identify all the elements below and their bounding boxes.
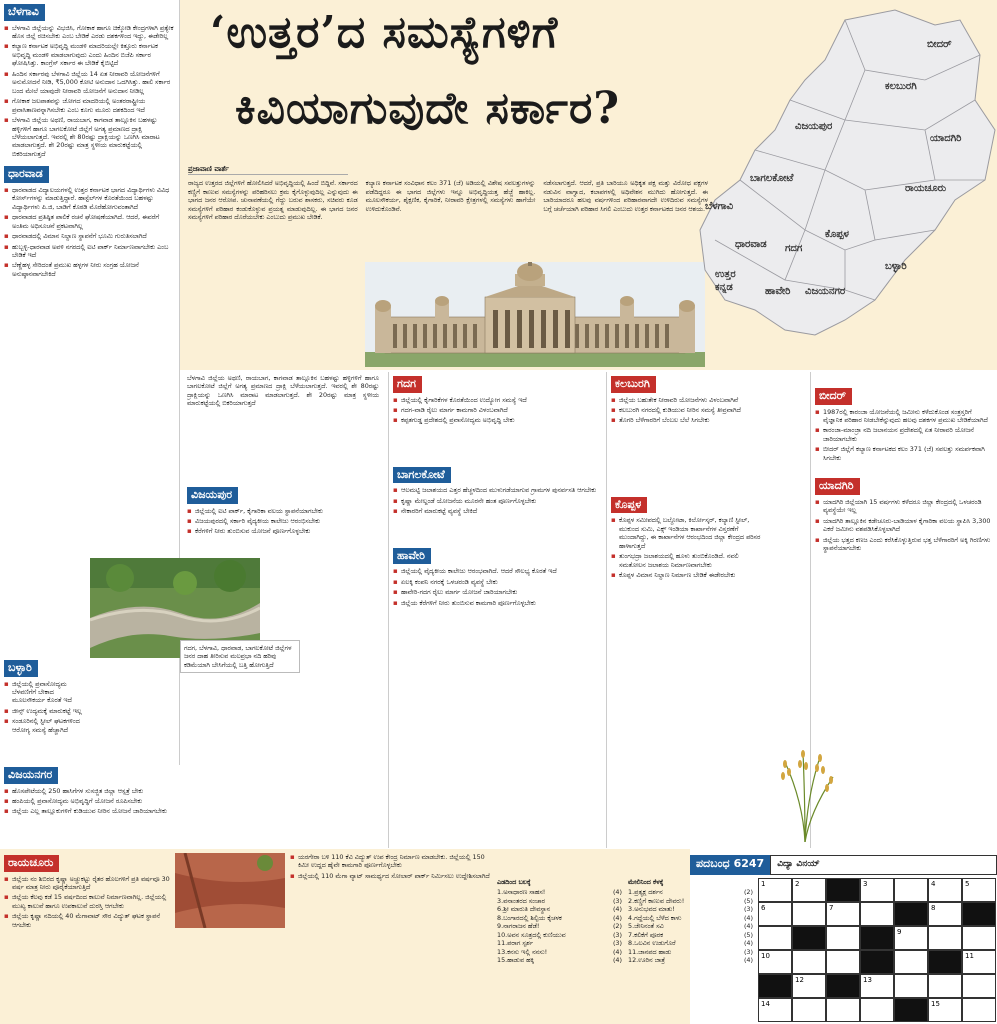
clue-item: 6.ಶ್ರೀ ಮಾರುತಿ ದೇವಸ್ಥಾನ (4) [497, 905, 622, 914]
crossword-cell-number: 2 [795, 880, 800, 888]
list-item: ▪ ಕೊಪ್ಪಳ ವಿಮಾನ ನಿಲ್ದಾಣ ನಿರ್ಮಾಣ ಬೇಡಿಕೆ ಈಡೇರಬೇಕು [611, 571, 761, 579]
map-label-gadag: ಗದಗ [785, 243, 803, 254]
crossword-cell[interactable] [963, 975, 996, 998]
list-item: ▪ 1987ರಲ್ಲಿ ಕಾರಂಜಾ ಯೋಜನೆಯಲ್ಲಿ ಜಮೀನು ಕಳೆದುಕೊಂಡ ಸಂತ್ರಸ್ತರಿಗೆ ವೈಜ್ಞಾನಿಕ ಪರಿಹಾರ ನೀಡಬೇಕೆನ್ನುವುದು ಹಲವು ದಶಕಗಳ ಪ್ರಮುಖ ಬೇಡಿಕೆಯಾಗಿದೆ [815, 408, 993, 425]
clue-item: 8.ಒಲವಿನ ಉಡುಗೊರೆ (4) [628, 939, 753, 948]
kalaburagi-list [611, 396, 802, 425]
bidar-list [815, 408, 993, 463]
crossword-grid[interactable] [758, 878, 996, 1022]
belagavi-continued: ಬೆಳಗಾವಿ ಜಿಲ್ಲೆಯ ಅಥಣಿ, ರಾಯಬಾಗ, ಕಾಗವಾಡ ತಾಲ್ಲೂಕಿನ ಬಹಳಷ್ಟು ಹಳ್ಳಿಗಳಿಗೆ ಹಾಗೂ ಬಾಗಲಕೋಟೆ ಜಿಲ್ಲೆಗೆ ಅಗತ್ಯ ಪ್ರಮಾಣದ ದ್ರಾಕ್ಷಿ ಬೆಳೆಯಲಾಗುತ್ತದೆ. ಇವರಲ್ಲಿ ಶೇ 80ರಷ್ಟು ದ್ರಾಕ್ಷಿಯನ್ನು ಒಣಗಿಸಿ ಮಾರಾಟ ಮಾಡಲಾಗುತ್ತದೆ. ಶೇ 20ರಷ್ಟು ಮಾತ್ರ ಸ್ಥಳೀಯ ಮಾರುಕಟ್ಟೆಯಲ್ಲಿ ಬಿಕರಿಯಾಗುತ್ತದೆ [187, 374, 379, 408]
list-item: ▪ ಜೀನ್ಸ್ ಉದ್ಯಮಕ್ಕೆ ಮಾರುಕಟ್ಟೆ ಇಲ್ಲ [4, 707, 88, 715]
bagalkote-list [393, 486, 599, 515]
section-title-kalaburagi: ಕಲಬುರಗಿ [611, 376, 656, 393]
clue-item: 11.ಜಾನಪದ ಹಾಡು (3) [628, 947, 753, 956]
list-item: ▪ ಜಿಲ್ಲೆಯ ಕೆಲವು ಕಡೆ 15 ವರ್ಷದಿಂದ ಕಾಲುವೆ ನಿರ್ಮಾಣವಾಗಿಲ್ಲ. ಜಿಲ್ಲೆಯಲ್ಲಿ ಮುಖ್ಯ ಕಾಲುವೆ ಹಾಗೂ ಉಪಕಾಲುವೆ ದುರಸ್ತಿ ಆಗಬೇಕು [4, 893, 172, 910]
clue-item: 13.ಕನಸು ಇಲ್ಲಿ ನನಸು! (4) [497, 947, 622, 956]
crossword-cell[interactable] [827, 951, 860, 974]
list-item: ▪ ಕೃಷ್ಣಾ ಮೇಲ್ದಂಡೆ ಯೋಜನೆಯ ಮೂರನೇ ಹಂತ ಪೂರ್ಣಗೊಳ್ಳಬೇಕು [393, 497, 599, 505]
list-item: ▪ ಹಂಪಿಯಲ್ಲಿ ಪ್ರವಾಸೋದ್ಯಮ ಅಭಿವೃದ್ಧಿಗೆ ಯೋಜನೆ ರೂಪಿಸಬೇಕು [4, 797, 176, 805]
crossword-cell[interactable] [793, 903, 826, 926]
crossword-cell-number: 12 [795, 976, 804, 984]
down-title: ಮೇಲಿನಿಂದ ಕೆಳಕ್ಕೆ [628, 878, 664, 886]
map-label-yadgir: ಯಾದಗಿರಿ [930, 133, 962, 144]
list-item: ▪ ಧಾರವಾಡದ ಪ್ರತಿಷ್ಠಿತ ಪಾಲಿಕೆ ರಚನೆ ಘೋಷಣೆಯಾಗಿದೆ. ಆದರೆ, ಈವರೆಗೆ ಅಂತಿಮ ಅಧಿಸೂಚನೆ ಪ್ರಕಟವಾಗಿಲ್ಲ [4, 213, 175, 230]
karnataka-north-map [695, 0, 997, 370]
section-title-gadag: ಗದಗ [393, 376, 422, 393]
list-item: ▪ ಜಿಲ್ಲೆಯಲ್ಲಿ ವೈದ್ಯಕೀಯ ಕಾಲೇಜು ಆರಂಭವಾಗಿದೆ. ಆದರೆ ಸೌಲಭ್ಯ ಕೊರತೆ ಇದೆ [393, 567, 599, 575]
section-title-raichur: ರಾಯಚೂರು [4, 855, 59, 872]
map-label-haveri: ಹಾವೇರಿ [765, 286, 791, 297]
list-item: ▪ ಹುಬ್ಬಳ್ಳಿ-ಧಾರವಾಡ ಅವಳಿ ನಗರದಲ್ಲಿ ಐಟಿ ಪಾರ್ಕ್ ನಿರ್ಮಾಣವಾಗಬೇಕು ಎಂಬ ಬೇಡಿಕೆ ಇದೆ [4, 243, 175, 260]
list-item: ▪ ನೇಕಾರರಿಗೆ ಮಾರುಕಟ್ಟೆ ವ್ಯವಸ್ಥೆ ಬೇಕಿದೆ [393, 507, 599, 515]
list-item: ▪ ಗದಗ-ವಾಡಿ ರೈಲು ಮಾರ್ಗ ಕಾಮಗಾರಿ ವಿಳಂಬವಾಗಿದೆ [393, 406, 599, 414]
list-item: ▪ ಬೆಣ್ಣೆಹಳ್ಳ ಸೇರಿದಂತೆ ಪ್ರಮುಖ ಹಳ್ಳಗಳ ನೀರು ಸಂಗ್ರಹ ಯೋಜನೆ ಅನುಷ್ಠಾನವಾಗಬೇಕಿದೆ [4, 261, 175, 278]
crossword-cell-number: 11 [965, 952, 974, 960]
clue-item: 2.ಕಣ್ಣಿಗೆ ಕಾಣುವ ದೇವರು! (5) [628, 896, 753, 905]
list-item: ▪ ಸಂಡೂರಿನಲ್ಲಿ ಸ್ಟೀಲ್ ಘಟಕಗಳಿಂದ ಆರೋಗ್ಯ ಸಮಸ್ಯೆ ಹೆಚ್ಚಾಗಿದೆ [4, 717, 88, 734]
section-title-belagavi: ಬೆಳಗಾವಿ [4, 4, 45, 21]
list-item: ▪ ಯಾದಗಿರಿ ಜಿಲ್ಲೆಯಾಗಿ 15 ವರ್ಷಗಳು ಕಳೆದರೂ ಜಿಲ್ಲಾ ಕೇಂದ್ರದಲ್ಲಿ ಒಳಚರಂಡಿ ವ್ಯವಸ್ಥೆಯೇ ಇಲ್ಲ [815, 498, 993, 515]
vijayapura-list [187, 507, 379, 536]
koppal-list [611, 516, 761, 579]
vijayanagara-block [0, 765, 180, 849]
across-clues [497, 878, 622, 1024]
intro-paragraph-3: ನಡೆಸಲಾಗುತ್ತದೆ. ಆದರೆ, ಪ್ರತಿ ಬಾರಿಯೂ ಅಧಿಕೃತ ಪಕ್ಷ ಮತ್ತು ವಿರೋಧ ಪಕ್ಷಗಳ ನಡುವಿನ ವಾಗ್ವಾದ, ಕಲಾಪಗಳಲ್ಲಿ ಅಧಿವೇಶನ ಮುಗಿದು ಹೋಗುತ್ತದೆ. ಈ ಬಾರಿಯಾದರೂ ಹಲವು ವರ್ಷಗಳಿಂದ ಪರಿಹಾರವಾಗದೇ ಉಳಿದಿರುವ ಸಮಸ್ಯೆಗಳ ಬಗ್ಗೆ ಚರ್ಚೆಯಾಗಿ ಪರಿಹಾರ ಸಿಗಲಿ ಎಂಬುದು ಉತ್ತರ ಕರ್ನಾಟಕದ ಜನರ ಆಶಯ. [543, 179, 708, 213]
list-item: ▪ ಧಾರವಾಡದಲ್ಲಿ ವಿಮಾನ ನಿಲ್ದಾಣ ಸ್ಥಾಪನೆಗೆ ಭೂಮಿ ಗುರುತಿಸಲಾಗಿದೆ [4, 232, 175, 240]
list-item: ▪ ಜಿಲ್ಲೆಯಲ್ಲಿ ಐಟಿ ಪಾರ್ಕ್, ಕೈಗಾರಿಕಾ ವಲಯ ಸ್ಥಾಪನೆಯಾಗಬೇಕು [187, 507, 379, 515]
crossword-cell[interactable] [759, 927, 792, 950]
clue-item: 3.ಅನುಭವದ ಮಾತು! (3) [628, 905, 753, 914]
list-item: ▪ ಕಲ್ಯಾಣ ಕರ್ನಾಟಕ ಅಭಿವೃದ್ಧಿ ಮಂಡಳಿ ಮಾದರಿಯಲ್ಲೇ ಕಿತ್ತೂರು ಕರ್ನಾಟಕ ಅಭಿವೃದ್ಧಿ ಮಂಡಳಿ ಮಾಡಲಾಗುವುದು ಎಂದು ಹಿಂದಿನ ಬಿಜೆಪಿ ಸರ್ಕಾರ ಘೋಷಿಸಿತ್ತು. ಕಾಂಗ್ರೆಸ್ ಸರ್ಕಾರ ಈ ಬೇಡಿಕೆ ಕೈಬಿಟ್ಟಿದೆ [4, 42, 175, 67]
headline-line-1: ‘ಉತ್ತರ’ದ ಸಮಸ್ಯೆಗಳಿಗೆ [210, 7, 559, 58]
dharwad-list [4, 186, 175, 279]
map-label-dharwad: ಧಾರವಾಡ [735, 239, 767, 250]
headline-line-2: ಕಿವಿಯಾಗುವುದೇ ಸರ್ಕಾರ? [235, 83, 621, 134]
map-label-koppal: ಕೊಪ್ಪಳ [825, 229, 849, 240]
yadgir-list [815, 498, 993, 553]
clue-item: 3.ವನಾಂತರದ ಸಂಚಾರ (3) [497, 896, 622, 905]
crossword-block-cell [827, 879, 860, 902]
crossword-cell-number: 15 [931, 1000, 940, 1008]
list-item: ▪ ಜಿಲ್ಲೆಯಲ್ಲಿ 110 ಮೆಗಾ ವ್ಯಾಟ್ ಸಾಮರ್ಥ್ಯದ ಸೋಲಾರ್ ಪಾರ್ಕ್ ನಿರ್ಮಿಸಲು ಉದ್ದೇಶಿಸಲಾಗಿದೆ [290, 872, 495, 880]
list-item: ▪ ಯರಗೇರಾ ಬಳಿ 110 ಕೆವಿ ವಿದ್ಯುತ್ ಉಪ ಕೇಂದ್ರ ನಿರ್ಮಾಣ ಮಾಡಬೇಕು. ಜಿಲ್ಲೆಯಲ್ಲಿ 150 ಕಿಮೀ ಉದ್ದದ ಹೈವೇ ಕಾಮಗಾರಿ ಪೂರ್ಣಗೊಳ್ಳಬೇಕು [290, 853, 495, 870]
crossword-cell[interactable] [861, 999, 894, 1022]
section-title-bagalkote: ಬಾಗಲಕೋಟೆ [393, 467, 451, 484]
clue-item: 15.ಹಾಡುವ ಹಕ್ಕಿ (4) [497, 956, 622, 965]
list-item: ▪ ಆಲಮಟ್ಟಿ ಜಲಾಶಯದ ಎತ್ತರ ಹೆಚ್ಚಳದಿಂದ ಮುಳುಗಡೆಯಾಗುವ ಗ್ರಾಮಗಳ ಪುನರ್ವಸತಿ ಆಗಬೇಕು [393, 486, 599, 494]
list-item: ▪ ಬೀದರ್ ಜಿಲ್ಲೆಗೆ ಕಲ್ಯಾಣ ಕರ್ನಾಟಕದ ಕಲಂ 371 (ಜೆ) ಸವಲತ್ತು ಸಮರ್ಪಕವಾಗಿ ಸಿಗಬೇಕು [815, 445, 993, 462]
crossword-cell[interactable] [895, 951, 928, 974]
belagavi-list [4, 24, 175, 159]
section-title-bidar: ಬೀದರ್ [815, 388, 852, 405]
across-title: ಎಡದಿಂದ ಬಲಕ್ಕೆ [497, 878, 531, 886]
crossword-cell[interactable] [929, 927, 962, 950]
list-item: ▪ ಯಾದಗಿರಿ ತಾಲ್ಲೂಕಿನ ಕಡೇಚೂರು-ಬಾಡಿಯಾಳ ಕೈಗಾರಿಕಾ ವಲಯ ಸ್ಥಾಪಿಸಿ 3,300 ಎಕರೆ ಜಮೀನು ವಶಪಡಿಸಿಕೊಳ್ಳಲಾಗಿದೆ [815, 517, 993, 534]
crossword-cell-number: 14 [761, 1000, 770, 1008]
section-title-haveri: ಹಾವೇರಿ [393, 548, 431, 565]
haveri-list [393, 567, 599, 607]
list-item: ▪ ಹಿಂದಿನ ಸರ್ಕಾರವು ಬೆಳಗಾವಿ ಜಿಲ್ಲೆಯ 14 ಏತ ನೀರಾವರಿ ಯೋಜನೆಗಳಿಗೆ ಅನುಮೋದನೆ ನೀಡಿ, ₹5,000 ಕೋಟಿ ಅನುದಾನ ಒದಗಿಸಿತ್ತು. ಹಾಲಿ ಸರ್ಕಾರ ಬಂದ ಮೇಲೆ ಯಾವುದೇ ನೀರಾವರಿ ಯೋಜನೆಗೆ ಅನುದಾನ ನೀಡಿಲ್ಲ [4, 70, 175, 95]
map-label-vijayanagara: ವಿಜಯನಗರ [805, 286, 846, 297]
crossword-cell-number: 3 [863, 880, 868, 888]
map-label-kalaburagi: ಕಲಬುರಗಿ [885, 81, 917, 92]
river-photo-caption: ಗದಗ, ಬೆಳಗಾವಿ, ಧಾರವಾಡ, ಬಾಗಲಕೋಟೆ ಜಿಲ್ಲೆಗಳ ಜನರ ದಾಹ ತೀರಿಸುವ ಮಲಪ್ರಭಾ ನದಿ ಹರಿವು ಕಡಿಮೆಯಾಗಿ ಬೇಸಿಗೆಯಲ್ಲಿ ಬತ್ತಿ ಹೋಗುತ್ತಿದೆ [180, 640, 300, 673]
clue-item: 10.ಅವನ ಸೂತ್ರದಲ್ಲಿ ಕುಣಿಯುವ (3) [497, 930, 622, 939]
list-item: ▪ ತೊಗರಿ ಬೆಳೆಗಾರರಿಗೆ ಬೆಂಬಲ ಬೆಲೆ ಸಿಗಬೇಕು [611, 416, 802, 424]
list-item: ▪ ಕಲಬುರಗಿ ನಗರದಲ್ಲಿ ಕುಡಿಯುವ ನೀರಿನ ಸಮಸ್ಯೆ ತೀವ್ರವಾಗಿದೆ [611, 406, 802, 414]
clue-item: 1.ಪ್ರತ್ಯಕ್ಷ ದರ್ಶನ (2) [628, 888, 753, 897]
ballari-list [4, 680, 88, 735]
list-item: ▪ ಧಾರವಾಡದ ವಿದ್ಯಾಲಯಗಳಲ್ಲಿ ಉತ್ತರ ಕರ್ನಾಟಕ ಭಾಗದ ವಿದ್ಯಾರ್ಥಿಗಳು ವಿವಿಧ ಕೋರ್ಸ್‌ಗಳನ್ನು ಮಾಡುತ್ತಿದ್ದಾರೆ. ಹಾಸ್ಟೆಲ್‌ಗಳ ಕೊರತೆಯಿಂದ ಬಹಳಷ್ಟು ವಿದ್ಯಾರ್ಥಿಗಳು ಪಿ.ಜಿ, ಬಾಡಿಗೆ ಕೊಠಡಿ ಮೊರೆಹೋಗುವಂತಾಗಿದೆ [4, 186, 175, 211]
clue-item: 12.ಊರಿನ ಜಾತ್ರೆ (4) [628, 956, 753, 965]
clue-item: 11.ಪರಾಗ ಸ್ಪರ್ಶ (3) [497, 939, 622, 948]
crossword-cell-number: 1 [761, 880, 766, 888]
byline: ಪ್ರಜಾವಾಣಿ ವಾರ್ತೆ [188, 165, 348, 175]
crossword-author: ವಿದ್ಯಾ ವಿನಯ್ [770, 855, 997, 875]
map-label-ballari: ಬಳ್ಳಾರಿ [885, 261, 907, 272]
list-item: ▪ ಜಿಲ್ಲೆಯ ಕೃಷ್ಣಾ ನದಿಯಲ್ಲಿ 40 ಮೆಗಾವಾಟ್ ಸೌರ ವಿದ್ಯುತ್ ಘಟಕ ಸ್ಥಾಪನೆ ಆಗಬೇಕು [4, 912, 172, 929]
gadag-list [393, 396, 599, 425]
crossword-cell-number: 9 [897, 928, 902, 936]
vijayanagara-list [4, 787, 176, 816]
raichur-list [4, 875, 172, 930]
crossword-block-cell [963, 903, 996, 926]
list-item: ▪ ವಿಜಯಪುರದಲ್ಲಿ ಸರ್ಕಾರಿ ವೈದ್ಯಕೀಯ ಕಾಲೇಜು ಆರಂಭಿಸಬೇಕು [187, 517, 379, 525]
map-label-belagavi: ಬೆಳಗಾವಿ [705, 201, 734, 212]
crossword-block-cell [759, 975, 792, 998]
section-title-vijayapura: ವಿಜಯಪುರ [187, 487, 238, 504]
raichur-list-2 [290, 853, 495, 880]
clue-item: 7.ಕಲಿಕೆಗೆ ಪೂರಕ (5) [628, 930, 753, 939]
section-title-ballari: ಬಳ್ಳಾರಿ [4, 660, 38, 677]
list-item: ▪ ಕೊಪ್ಪಳ ಸಮೀಪದಲ್ಲಿ ಬಲ್ದೋಟಾ, ಕಿರ್ಲೋಸ್ಕರ್, ಕಲ್ಯಾಣಿ ಸ್ಟೀಲ್, ಮುಕುಂದ ಸುಮಿ, ಎಕ್ಸ್ ಇಂಡಿಯಾ ಕಾರ್ಖಾನೆಗಳ ವಿಸ್ತರಣೆಗೆ ಮುಂದಾಗಿದ್ದು, ಈ ಕಾರ್ಖಾನೆಗಳ ಆರಂಭದಿಂದ ಜಿಲ್ಲಾ ಕೇಂದ್ರದ ಪರಿಸರ ಹಾಳಾಗುತ್ತದೆ [611, 516, 761, 550]
crossword-clues [497, 878, 755, 1024]
list-item: ▪ ಜಿಲ್ಲೆಯ ಎಲ್ಲ ತಾಲ್ಲೂಕುಗಳಿಗೆ ಕುಡಿಯುವ ನೀರಿನ ಯೋಜನೆ ಜಾರಿಯಾಗಬೇಕು [4, 807, 176, 815]
canal-photo [175, 853, 285, 928]
map-label-raichur: ರಾಯಚೂರು [905, 183, 947, 194]
crossword-cell[interactable] [793, 951, 826, 974]
crossword-header [690, 855, 997, 875]
list-item: ▪ ಜಿಲ್ಲೆಯ ಭತ್ತದ ಕಣಜ ಎಂದು ಕರೆಸಿಕೊಳ್ಳುತ್ತಿರುವ ಭತ್ತ ಬೆಳೆಗಾರರಿಗೆ ಅಕ್ಕಿ ಗಿರಣಿಗಳು ಸ್ಥಾಪನೆಯಾಗಬೇಕು [815, 536, 993, 553]
list-item: ▪ ಜಿಲ್ಲೆಯ ಬಹುತೇಕ ನೀರಾವರಿ ಯೋಜನೆಗಳು ವಿಳಂಬವಾಗಿವೆ [611, 396, 802, 404]
down-clues [628, 878, 753, 1024]
crossword-cell[interactable] [963, 927, 996, 950]
list-item: ▪ ಹೊಸಪೇಟೆಯಲ್ಲಿ 250 ಹಾಸಿಗೆಗಳ ಸುಸಜ್ಜಿತ ಜಿಲ್ಲಾ ಆಸ್ಪತ್ರೆ ಬೇಕು [4, 787, 176, 795]
crossword-title-badge [690, 855, 770, 875]
crossword-cell-number: 5 [965, 880, 970, 888]
map-label-uttara-kannada: ಉತ್ತರ ಕನ್ನಡ [715, 269, 736, 294]
list-item: ▪ ಹಾವೇರಿ-ಗದಗ ರೈಲು ಮಾರ್ಗ ಯೋಜನೆ ಜಾರಿಯಾಗಬೇಕು [393, 588, 599, 596]
crossword-block-cell [929, 951, 962, 974]
section-title-dharwad: ಧಾರವಾಡ [4, 166, 49, 183]
crossword-cell-number: 6 [761, 904, 766, 912]
crossword-cell[interactable] [861, 903, 894, 926]
crossword-block-cell [861, 951, 894, 974]
section-title-vijayanagara: ವಿಜಯನಗರ [4, 767, 58, 784]
clue-item: 1.ಅಸಾಧಾರಣ ಸಾಹಸ! (4) [497, 888, 622, 897]
intro-paragraph-1: ರಾಜ್ಯದ ಉತ್ತರದ ಜಿಲ್ಲೆಗಳಿಗೆ ಹೋಲಿಸಿದರೆ ಅಭಿವೃದ್ಧಿಯಲ್ಲಿ ಹಿಂದೆ ಬಿದ್ದಿವೆ. ಸರ್ಕಾರದ ಕಣ್ಣಿಗೆ ಕಾಣುವ ಸಮಸ್ಯೆಗಳನ್ನು ಪರಿಹರಿಸಲು ಕ್ರಮ ಕೈಗೊಳ್ಳುವುದಿಲ್ಲ ಎನ್ನುವುದು ಈ ಭಾಗದ ಜನರ ಆರೋಪ. ಚುನಾವಣೆಯಲ್ಲಿ ಗೆದ್ದು ಬರುವ ಶಾಸಕರು, ಸಚಿವರು ಕೂಡ ಸಮಸ್ಯೆಗಳಿಗೆ ಪರಿಹಾರ ಕಂಡುಕೊಳ್ಳುವ ಪ್ರಯತ್ನ ಮಾಡುವುದಿಲ್ಲ. ಈ ಭಾಗದ ಜನರ ಸಮಸ್ಯೆಗಳಿಗೆ ಪರಿಹಾರ ದೊರೆಯಬೇಕು ಎಂಬುದು ಪ್ರಮುಖ ಬೇಡಿಕೆ. [188, 179, 358, 222]
crossword-block-cell [827, 975, 860, 998]
crossword-cell[interactable] [793, 999, 826, 1022]
crossword-block-cell [793, 927, 826, 950]
crossword-title: ಪದಬಂಧ [696, 857, 730, 870]
crossword-cell-number: 4 [931, 880, 936, 888]
list-item: ▪ ಗೋಕಾಕ ಜಲಪಾತವನ್ನು ಜೋಗದ ಮಾದರಿಯಲ್ಲಿ ಅಂತರರಾಷ್ಟ್ರೀಯ ಪ್ರವಾಸಿತಾಣವನ್ನಾಗಿಸಬೇಕು ಎಂಬ ಕೂಗು ಮೂರು ದಶಕದಿಂದ ಇದೆ [4, 97, 175, 114]
crossword-cell-number: 13 [863, 976, 872, 984]
list-item: ▪ ಜಿಲ್ಲೆಯಲ್ಲಿ ಪ್ರವಾಸೋದ್ಯಮ ಬೆಳವಣಿಗೆಗೆ ಬೇಕಾದ ಮೂಲಸೌಕರ್ಯ ಕೊರತೆ ಇದೆ [4, 680, 88, 705]
crossword-cell[interactable] [929, 975, 962, 998]
crossword-cell-number: 10 [761, 952, 770, 960]
list-item: ▪ ಕಪ್ಪತಗುಡ್ಡ ಪ್ರದೇಶದಲ್ಲಿ ಪ್ರವಾಸೋದ್ಯಮ ಅಭಿವೃದ್ಧಿ ಬೇಕು [393, 416, 599, 424]
map-label-bidar: ಬೀದರ್ [927, 39, 952, 50]
crossword-block-cell [861, 927, 894, 950]
crossword-block-cell [895, 903, 928, 926]
section-title-koppal: ಕೊಪ್ಪಳ [611, 497, 647, 514]
list-item: ▪ ಬೆಳಗಾವಿ ಜಿಲ್ಲೆಯನ್ನು ವಿಭಜಿಸಿ, ಗೋಕಾಕ ಹಾಗೂ ಚಿಕ್ಕೋಡಿ ಕೇಂದ್ರಗಳಾಗಿ ಪ್ರತ್ಯೇಕ ಹೊಸ ಜಿಲ್ಲೆ ರಚಿಸಬೇಕು ಎಂಬ ಬೇಡಿಕೆ ಎರಡು ದಶಕಗಳಿಂದ ಇದ್ದು, ಈಡೇರಿಲ್ಲ [4, 24, 175, 41]
crossword-cell[interactable] [827, 999, 860, 1022]
map-label-bagalkote: ಬಾಗಲಕೋಟೆ [750, 173, 794, 184]
raichur-right [290, 853, 495, 1018]
crossword-cell[interactable] [963, 999, 996, 1022]
map-label-vijayapura: ವಿಜಯಪುರ [795, 121, 833, 132]
clue-item: 9.ನಾಗರಾಜನ ಹೆಡೆ! (2) [497, 922, 622, 931]
crossword-cell[interactable] [895, 879, 928, 902]
raichur-left [4, 853, 172, 1018]
gadag-column [388, 372, 603, 848]
clue-item: 5.ಜೇನಿನಂತೆ ಸವಿ (4) [628, 922, 753, 931]
list-item: ▪ ಬೆಳಗಾವಿ ಜಿಲ್ಲೆಯ ಅಥಣಿ, ರಾಯಬಾಗ, ಕಾಗವಾಡ ತಾಲ್ಲೂಕಿನ ಬಹಳಷ್ಟು ಹಳ್ಳಿಗಳಿಗೆ ಹಾಗೂ ಬಾಗಲಕೋಟೆ ಜಿಲ್ಲೆಗೆ ಅಗತ್ಯ ಪ್ರಮಾಣದ ದ್ರಾಕ್ಷಿ ಬೆಳೆಯಲಾಗುತ್ತದೆ. ಇವರಲ್ಲಿ ಶೇ 80ರಷ್ಟು ದ್ರಾಕ್ಷಿಯನ್ನು ಒಣಗಿಸಿ ಮಾರಾಟ ಮಾಡಲಾಗುತ್ತದೆ. ಶೇ 20ರಷ್ಟು ಮಾತ್ರ ಸ್ಥಳೀಯ ಮಾರುಕಟ್ಟೆಯಲ್ಲಿ ಬಿಕರಿಯಾಗುತ್ತದೆ [4, 116, 175, 158]
intro-paragraph-2: ಕಲ್ಯಾಣ ಕರ್ನಾಟಕ ಸಂವಿಧಾನ ಕಲಂ 371 (ಜೆ) ಅಡಿಯಲ್ಲಿ ವಿಶೇಷ ಸವಲತ್ತುಗಳನ್ನು ಪಡೆದಿದ್ದರೂ ಈ ಭಾಗದ ಜಿಲ್ಲೆಗಳು ಇನ್ನೂ ಅಭಿವೃದ್ಧಿಯತ್ತ ಹೆಜ್ಜೆ ಹಾಕಿಲ್ಲ. ಮೂಲಸೌಕರ್ಯ, ಶೈಕ್ಷಣಿಕ, ಕೈಗಾರಿಕೆ, ನೀರಾವರಿ ಕ್ಷೇತ್ರಗಳಲ್ಲಿ ಸಮಸ್ಯೆಗಳು ಹಾಗೆಯೇ ಉಳಿದುಕೊಂಡಿವೆ. [365, 179, 536, 213]
clue-item: 4.ಗದ್ದೆಯಲ್ಲಿ ಬೆಳೆದ ಕಾಳು (4) [628, 913, 753, 922]
crossword-cell-number: 8 [931, 904, 936, 912]
crossword-block-cell [895, 999, 928, 1022]
list-item: ▪ ಕೆರೆಗಳಿಗೆ ನೀರು ತುಂಬಿಸುವ ಯೋಜನೆ ಪೂರ್ಣಗೊಳ್ಳಬೇಕು [187, 527, 379, 535]
paddy-image [765, 742, 845, 842]
list-item: ▪ ಜಿಲ್ಲೆಯ ನಂ ಶಿಬಿರದ ಕೃಷ್ಣಾ ಅಚ್ಚುಕಟ್ಟು ರೈತರ ಹೊಲಗಳಿಗೆ ಪ್ರತಿ ವರ್ಷವೂ 30 ವರ್ಷ ಮಾತ್ರ ನೀರು ಪೂರೈಕೆಯಾಗುತ್ತಿದೆ [4, 875, 172, 892]
crossword-number: 6247 [733, 857, 765, 870]
vidhana-soudha-image [365, 262, 705, 367]
section-title-yadgir: ಯಾದಗಿರಿ [815, 478, 860, 495]
list-item: ▪ ಕಾರಂಜಾ-ಮಾಂಜ್ರಾ ನದಿ ಜಲಾನಯನ ಪ್ರದೇಶದಲ್ಲಿ ಏತ ನೀರಾವರಿ ಯೋಜನೆ ಜಾರಿಯಾಗಬೇಕು [815, 426, 993, 443]
list-item: ▪ ಜಿಲ್ಲೆಯ ಕೆರೆಗಳಿಗೆ ನೀರು ತುಂಬಿಸುವ ಕಾಮಗಾರಿ ಪೂರ್ಣಗೊಳ್ಳಬೇಕು [393, 599, 599, 607]
list-item: ▪ ಏಲಕ್ಕಿ ಕಂಪನಿ ನಗರಕ್ಕೆ ಒಳಚರಂಡಿ ವ್ಯವಸ್ಥೆ ಬೇಕು [393, 578, 599, 586]
crossword-cell[interactable] [895, 975, 928, 998]
crossword-cell[interactable] [827, 927, 860, 950]
list-item: ▪ ಜಿಲ್ಲೆಯಲ್ಲಿ ಕೈಗಾರಿಕೆಗಳ ಕೊರತೆಯಿಂದ ಉದ್ಯೋಗ ಸಮಸ್ಯೆ ಇದೆ [393, 396, 599, 404]
crossword-cell-number: 7 [829, 904, 834, 912]
clue-item: 8.ಬಂಗಾರದಲ್ಲಿ ಶಿಲ್ಪಿಯ ಕೈಚಳಕ (4) [497, 913, 622, 922]
list-item: ▪ ತುಂಗಭದ್ರಾ ಜಲಾಶಯದಲ್ಲಿ ಹೂಳು ತುಂಬಿಕೊಂಡಿದೆ. ನವಲಿ ಸಮತೋಲನ ಜಲಾಶಯ ನಿರ್ಮಾಣವಾಗಬೇಕು [611, 552, 761, 569]
